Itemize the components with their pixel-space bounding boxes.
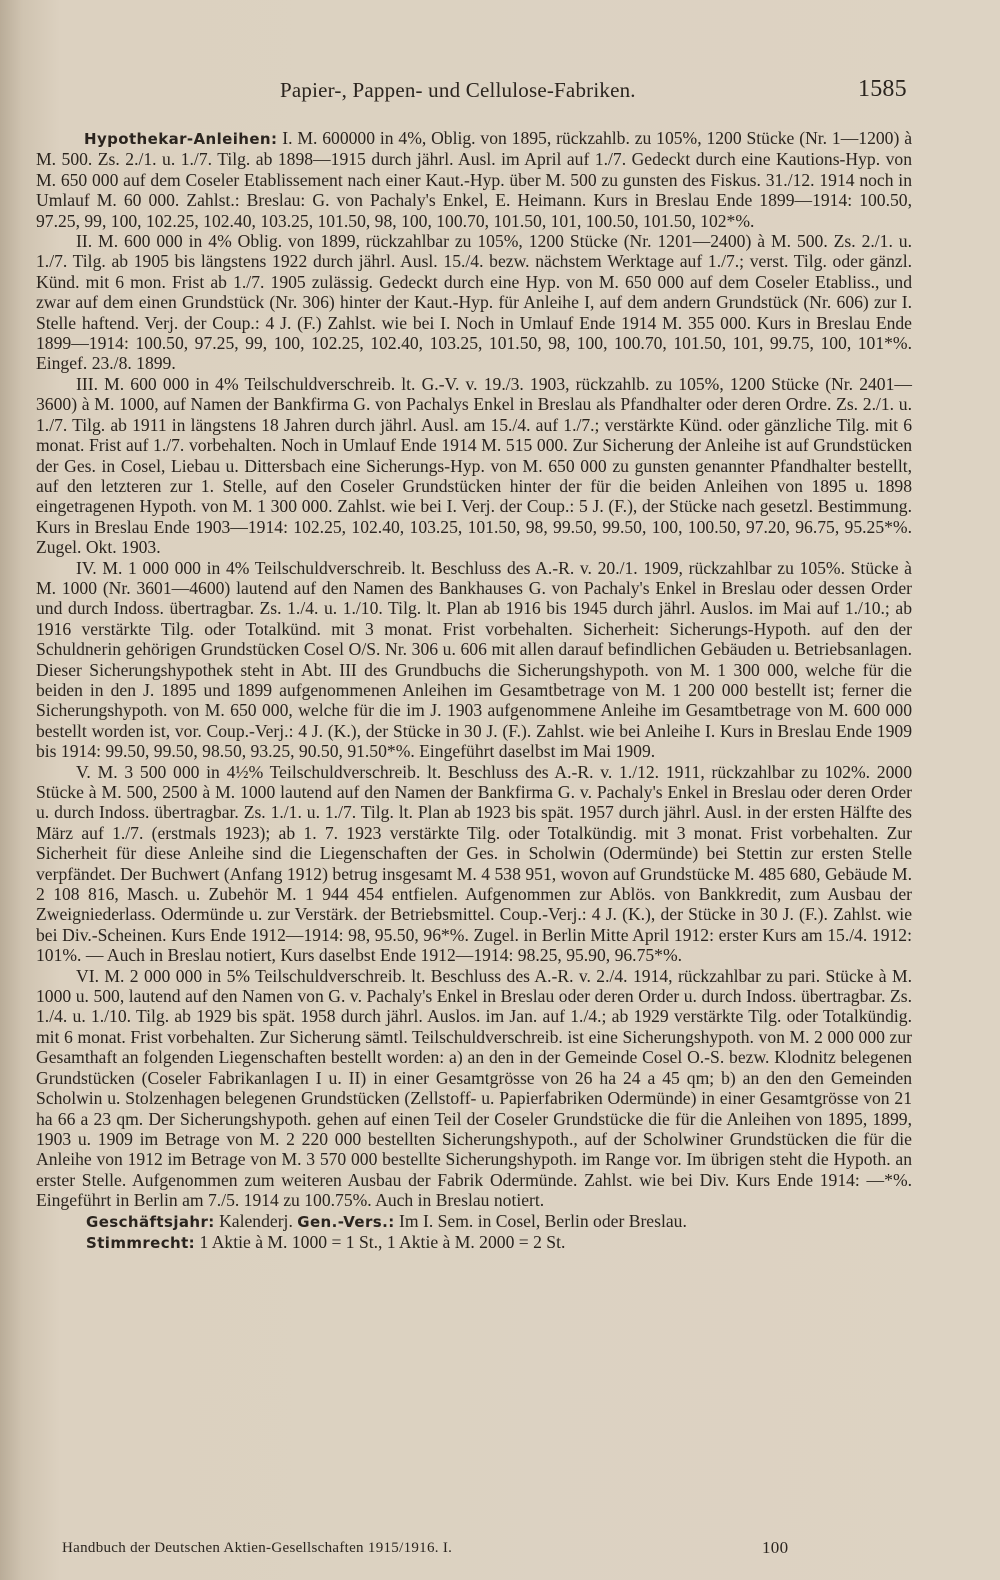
geschaeftsjahr-text: Kalenderj. [219, 1210, 293, 1231]
paragraph-geschaeftsjahr [36, 1211, 912, 1232]
signature-mark: 100 [762, 1538, 789, 1557]
stimmrecht-text: 1 Aktie à M. 1000 = 1 St., 1 Aktie à M. 2000 = 2 St. [199, 1231, 566, 1252]
stimmrecht-label: Stimmrecht: [86, 1233, 196, 1252]
paragraph-anleihe-6: VI. M. 2 000 000 in 5% Teilschuldverschreib. lt. Beschluss des A.-R. v. 2./4. 1914, rückzahlbar zu pari. Stücke à M. 1000 u. 500, lautend auf den Namen von G. v. Pachaly's Enkel in Breslau oder deren Order u. durch Indoss. übertragbar. Zs. 1./4. u. 1./10. Tilg. ab 1929 bis spät. 1958 durch jährl. Auslos. im Jan. auf 1./4.; ab 1929 verstärkte Tilg. oder Totalkündig. mit 6 monat. Frist vorbehalten. Zur Sicherung sämtl. Teilschuldverschreib. ist eine Sicherungshypoth. von M. 2 000 000 zur Gesamthaft an folgenden Liegenschaften bestellt worden: a) an den in der Gemeinde Cosel O.-S. bezw. Klodnitz belegenen Grundstücken (Coseler Fabrikanlagen I u. II) in einer Gesamtgrösse von 26 ha 24 a 45 qm; b) an den den Gemeinden Scholwin u. Stolzenhagen belegenen Grundstücken (Zellstoff- u. Papierfabriken Odermünde) in einer Gesamtgrösse von 21 ha 66 a 23 qm. Der Sicherungshypoth. gehen auf einen Teil der Coseler Grundstücke die für die Anleihen von 1895, 1899, 1903 u. 1909 im Betrage von M. 2 220 000 bestellten Sicherungshypoth., auf der Scholwiner Grundstücken die für die Anleihe von 1912 im Betrage von M. 3 570 000 bestellte Sicherungshypoth. im Range vor. Im übrigen steht die Hypoth. an erster Stelle. Aufgenommen zum weiteren Ausbau der Fabrik Odermünde. Zahlst. wie bei Div. Kurs Ende 1914: —*%. Eingeführt in Berlin am 7./5. 1914 zu 100.75%. Auch in Breslau notiert. [36, 965, 912, 1211]
paragraph-anleihe-3: III. M. 600 000 in 4% Teilschuldverschreib. lt. G.-V. v. 19./3. 1903, rückzahlb. zu 105%, 1200 Stücke (Nr. 2401—3600) à M. 1000, auf Namen der Bankfirma G. von Pachalys Enkel in Breslau als Pfandhalter oder deren Ordre. Zs. 2./1. u. 1./7. Tilg. ab 1911 in längstens 18 Jahren durch jährl. Ausl. am 15./4. auf 1./7.; verstärkte Künd. oder gänzliche Tilg. mit 6 monat. Frist auf 1./7. vorbehalten. Noch in Umlauf Ende 1914 M. 515 000. Zur Sicherung der Anleihe ist auf Grundstücken der Ges. in Cosel, Liebau u. Dittersbach eine Sicherungs-Hyp. von M. 650 000 zu gunsten genannter Pfandhalter bestellt, auf den letzteren zur 1. Stelle, auf den Coseler Grundstücken hinter der für die beiden Anleihen von 1895 u. 1898 eingetragenen Hypoth. von M. 1 300 000. Zahlst. wie bei I. Verj. der Coup.: 5 J. (F.), der Stücke nach gesetzl. Bestimmung. Kurs in Breslau Ende 1903—1914: 102.25, 102.40, 103.25, 101.50, 98, 99.50, 99.50, 100, 100.50, 97.20, 96.75, 95.25*%. Zugel. Okt. 1903. [36, 373, 912, 558]
paragraph-anleihe-1 [36, 128, 912, 231]
paragraph-anleihe-2: II. M. 600 000 in 4% Oblig. von 1899, rückzahlbar zu 105%, 1200 Stücke (Nr. 1201—2400) à M. 500. Zs. 2./1. u. 1./7. Tilg. ab 1905 bis längstens 1922 durch jährl. Ausl. 15./4. bezw. nächstem Werktage auf 1./7.; verst. Tilg. oder gänzl. Künd. mit 6 mon. Frist ab 1./7. 1905 zulässig. Gedeckt durch eine Hyp. von M. 650 000 auf dem Coseler Etabliss., und zwar auf dem einen Grundstück (Nr. 306) hinter der Kaut.-Hyp. für Anleihe I, auf dem andern Grundstück (Nr. 606) zur I. Stelle haftend. Verj. der Coup.: 4 J. (F.) Zahlst. wie bei I. Noch in Umlauf Ende 1914 M. 355 000. Kurs in Breslau Ende 1899—1914: 100.50, 97.25, 99, 100, 102.25, 102.40, 103.25, 101.50, 98, 100, 100.70, 101.50, 101, 99.75, 100, 101*%. Eingef. 23./8. 1899. [36, 231, 912, 374]
page-number: 1585 [858, 76, 907, 102]
page-footer [62, 1540, 822, 1557]
paragraph-stimmrecht [36, 1232, 912, 1253]
geschaeftsjahr-label: Geschäftsjahr: [86, 1212, 215, 1231]
running-header [0, 76, 1000, 106]
paragraph-anleihe-4: IV. M. 1 000 000 in 4% Teilschuldverschreib. lt. Beschluss des A.-R. v. 20./1. 1909, rückzahlbar zu 105%. Stücke à M. 1000 (Nr. 3601—4600) lautend auf den Namen des Bankhauses G. von Pachaly's Enkel in Breslau oder dessen Order und durch Indoss. übertragbar. Zs. 1./4. u. 1./10. Tilg. lt. Plan ab 1916 bis 1945 durch jährl. Auslos. im Mai auf 1./10.; ab 1916 verstärkte Tilg. oder Totalkünd. mit 3 monat. Frist vorbehalten. Sicherheit: Sicherungs-Hypoth. auf den der Schuldnerin gehörigen Grundstücken Cosel O/S. Nr. 306 u. 606 mit allen darauf befindlichen Gebäuden u. Betriebsanlagen. Dieser Sicherungshypothek steht in Abt. III des Grundbuchs die Sicherungshypoth. von M. 1 300 000, welche für die beiden in den J. 1895 und 1899 aufgenommenen Anleihen im Gesamtbetrage von M. 1 200 000 bestellt ist; ferner die Sicherungshypoth. von M. 650 000, welche für die im J. 1903 aufgenommene Anleihe im Gesamtbetrage von M. 600 000 bestellt worden ist, vor. Coup.-Verj.: 4 J. (K.), der Stücke in 30 J. (F.). Zahlst. wie bei Anleihe I. Kurs in Breslau Ende 1909 bis 1914: 99.50, 99.50, 98.50, 93.25, 90.50, 91.50*%. Eingeführt daselbst im Mai 1909. [36, 557, 912, 762]
document-body [36, 128, 912, 1253]
paragraph-anleihe-5: V. M. 3 500 000 in 4½% Teilschuldverschreib. lt. Beschluss des A.-R. v. 1./12. 1911, rückzahlbar zu 102%. 2000 Stücke à M. 500, 2500 à M. 1000 lautend auf den Namen der Bankfirma G. v. Pachaly's Enkel in Breslau oder deren Order u. durch Indoss. übertragbar. Zs. 1./1. u. 1./7. Tilg. lt. Plan ab 1923 bis spät. 1957 durch jährl. Ausl. in der ersten Hälfte des März auf 1./7. (erstmals 1923); ab 1. 7. 1923 verstärkte Tilg. oder Totalkündig. mit 3 monat. Frist vorbehalten. Zur Sicherheit für diese Anleihe sind die Liegenschaften der Ges. in Scholwin (Odermünde) bei Stettin zur ersten Stelle verpfändet. Der Buchwert (Anfang 1912) betrug insgesamt M. 4 538 951, wovon auf Grundstücke M. 485 680, Gebäude M. 2 108 816, Masch. u. Zubehör M. 1 944 454 entfielen. Aufgenommen zur Ablös. von Bankkredit, zum Ausbau der Zweigniederlass. Odermünde u. zur Verstärk. der Betriebsmittel. Coup.-Verj.: 4 J. (K.), der Stücke in 30 J. (F.). Zahlst. wie bei Div.-Scheinen. Kurs Ende 1912—1914: 98, 95.50, 96*%. Zugel. in Berlin Mitte April 1912: erster Kurs am 15./4. 1912: 101%. — Auch in Breslau notiert, Kurs daselbst Ende 1912—1914: 98.25, 95.90, 96.75*%. [36, 761, 912, 966]
footer-text: Handbuch der Deutschen Aktien-Gesellschaften 1915/1916. I. [62, 1540, 453, 1556]
paragraph-text: I. M. 600000 in 4%, Oblig. von 1895, rückzahlb. zu 105%, 1200 Stücke (Nr. 1—1200) à M. 500. Zs. 2./1. u. 1./7. Tilg. ab 1898—1915 durch jährl. Ausl. im April auf 1./7. Gedeckt durch eine Kautions-Hyp. von M. 650 000 auf dem Coseler Etablissement nach einer Kaut.-Hyp. über M. 500 zu gunsten des Fiskus. 31./12. 1914 noch in Umlauf M. 60 000. Zahlst.: Breslau: G. von Pachaly's Enkel, E. Heimann. Kurs in Breslau Ende 1899—1914: 100.50, 97.25, 99, 100, 102.25, 102.40, 103.25, 101.50, 98, 100, 100.70, 101.50, 101, 100.50, 101.50, 102*%. [36, 128, 912, 231]
section-title: Hypothekar-Anleihen: [84, 130, 278, 148]
gen-vers-text: Im I. Sem. in Cosel, Berlin oder Breslau. [399, 1210, 687, 1231]
page-header-title: Papier-, Pappen- und Cellulose-Fabriken. [280, 78, 636, 102]
gen-vers-label: Gen.-Vers.: [297, 1212, 395, 1231]
